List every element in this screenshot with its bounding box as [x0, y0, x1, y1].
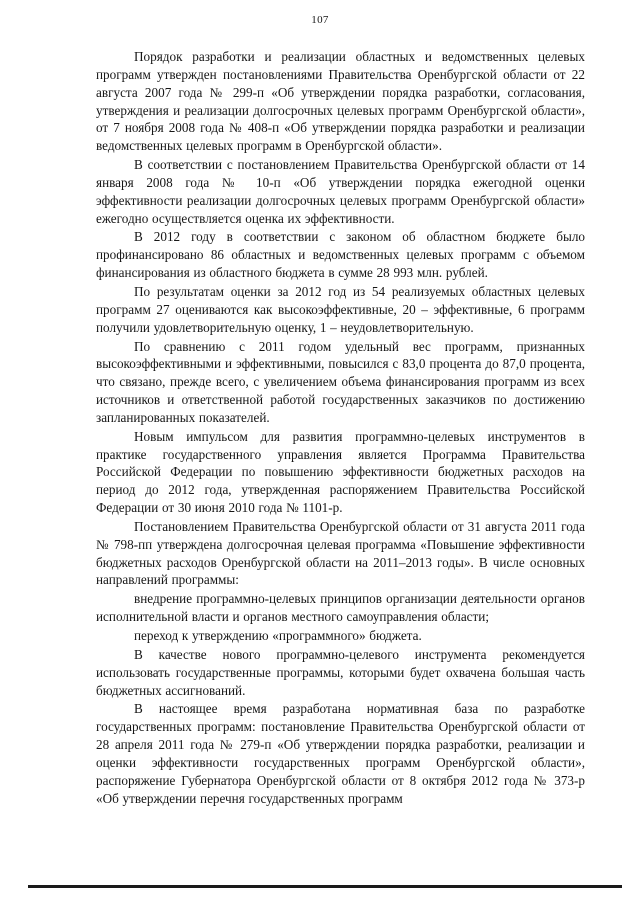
paragraph-resolution-798: Постановлением Правительства Оренбургской области от 31 августа 2011 года № 798-пп утверждена долгосрочная целевая программа «Повышение эффективности бюджетных расходов Оренбургской области на 2011–2013 годы». В числе основных направлений программы: — [96, 518, 585, 588]
paragraph-direction-program-budget: переход к утверждению «программного» бюджета. — [134, 628, 422, 643]
paragraph-2012-financing: В 2012 году в соответствии с законом об областном бюджете было профинансировано 86 областных и ведомственных целевых программ с объемом финансирования из областного бюджета в сумме 28 993 млн. рублей. — [96, 229, 585, 281]
paragraph-direction-program-principles: внедрение программно-целевых принципов организации деятельности органов исполнительной власти и органов местного самоуправления области; — [96, 591, 585, 625]
paragraph-comparison-2011: По сравнению с 2011 годом удельный вес программ, признанных высокоэффективными и эффективными, повысился с 83,0 процента до 87,0 процента, что связано, прежде всего, с увеличением объема финансирования программ из всех источников и ответственной работой государственных заказчиков по достижению запланированных показателей. — [96, 338, 585, 425]
document-body — [96, 48, 585, 807]
bottom-divider — [28, 885, 622, 888]
paragraph-program-procedure: Порядок разработки и реализации областных и ведомственных целевых программ утвержден постановлениями Правительства Оренбургской области от 22 августа 2007 года № 299-п «Об утверждении порядка разработки, согласования, утверждения и реализации долгосрочных целевых программ Оренбургской области», от 7 ноября 2008 года № 408-п «Об утверждении порядка разработки и реализации ведомственных целевых программ в Оренбургской области». — [96, 49, 585, 154]
paragraph-state-programs-tool: В качестве нового программно-целевого инструмента рекомендуется использовать государственные программы, которыми будет охвачена большая часть бюджетных ассигнований. — [96, 646, 585, 698]
paragraph-2012-results: По результатам оценки за 2012 год из 54 реализуемых областных целевых программ 27 оцениваются как высокоэффективные, 20 – эффективные, 6 программ получили удовлетворительную оценку, 1 – неудовлетворительную. — [96, 283, 585, 335]
page-number: 107 — [311, 14, 329, 26]
paragraph-new-impulse: Новым импульсом для развития программно-целевых инструментов в практике государственного управления является Программа Правительства Российской Федерации по повышению эффективности бюджетных расходов на период до 2012 года, утвержденная распоряжением Правительства Российской Федерации от 30 июня 2010 года № 1101-р. — [96, 428, 585, 516]
paragraph-regulatory-base: В настоящее время разработана нормативная база по разработке государственных программ: постановление Правительства Оренбургской области от 28 апреля 2011 года № 279-п «Об утверждении порядка разработки, реализации и оценки эффективности государственных программ Оренбургской области», распоряжение Губернатора Оренбургской области от 8 октября 2012 года № 373-р «Об утверждении перечня государственных программ — [96, 701, 585, 806]
paragraph-efficiency-assessment: В соответствии с постановлением Правительства Оренбургской области от 14 января 2008 года № 10-п «Об утверждении порядка ежегодной оценки эффективности реализации долгосрочных целевых программ Оренбургской области» ежегодно осуществляется оценка их эффективности. — [96, 157, 585, 226]
